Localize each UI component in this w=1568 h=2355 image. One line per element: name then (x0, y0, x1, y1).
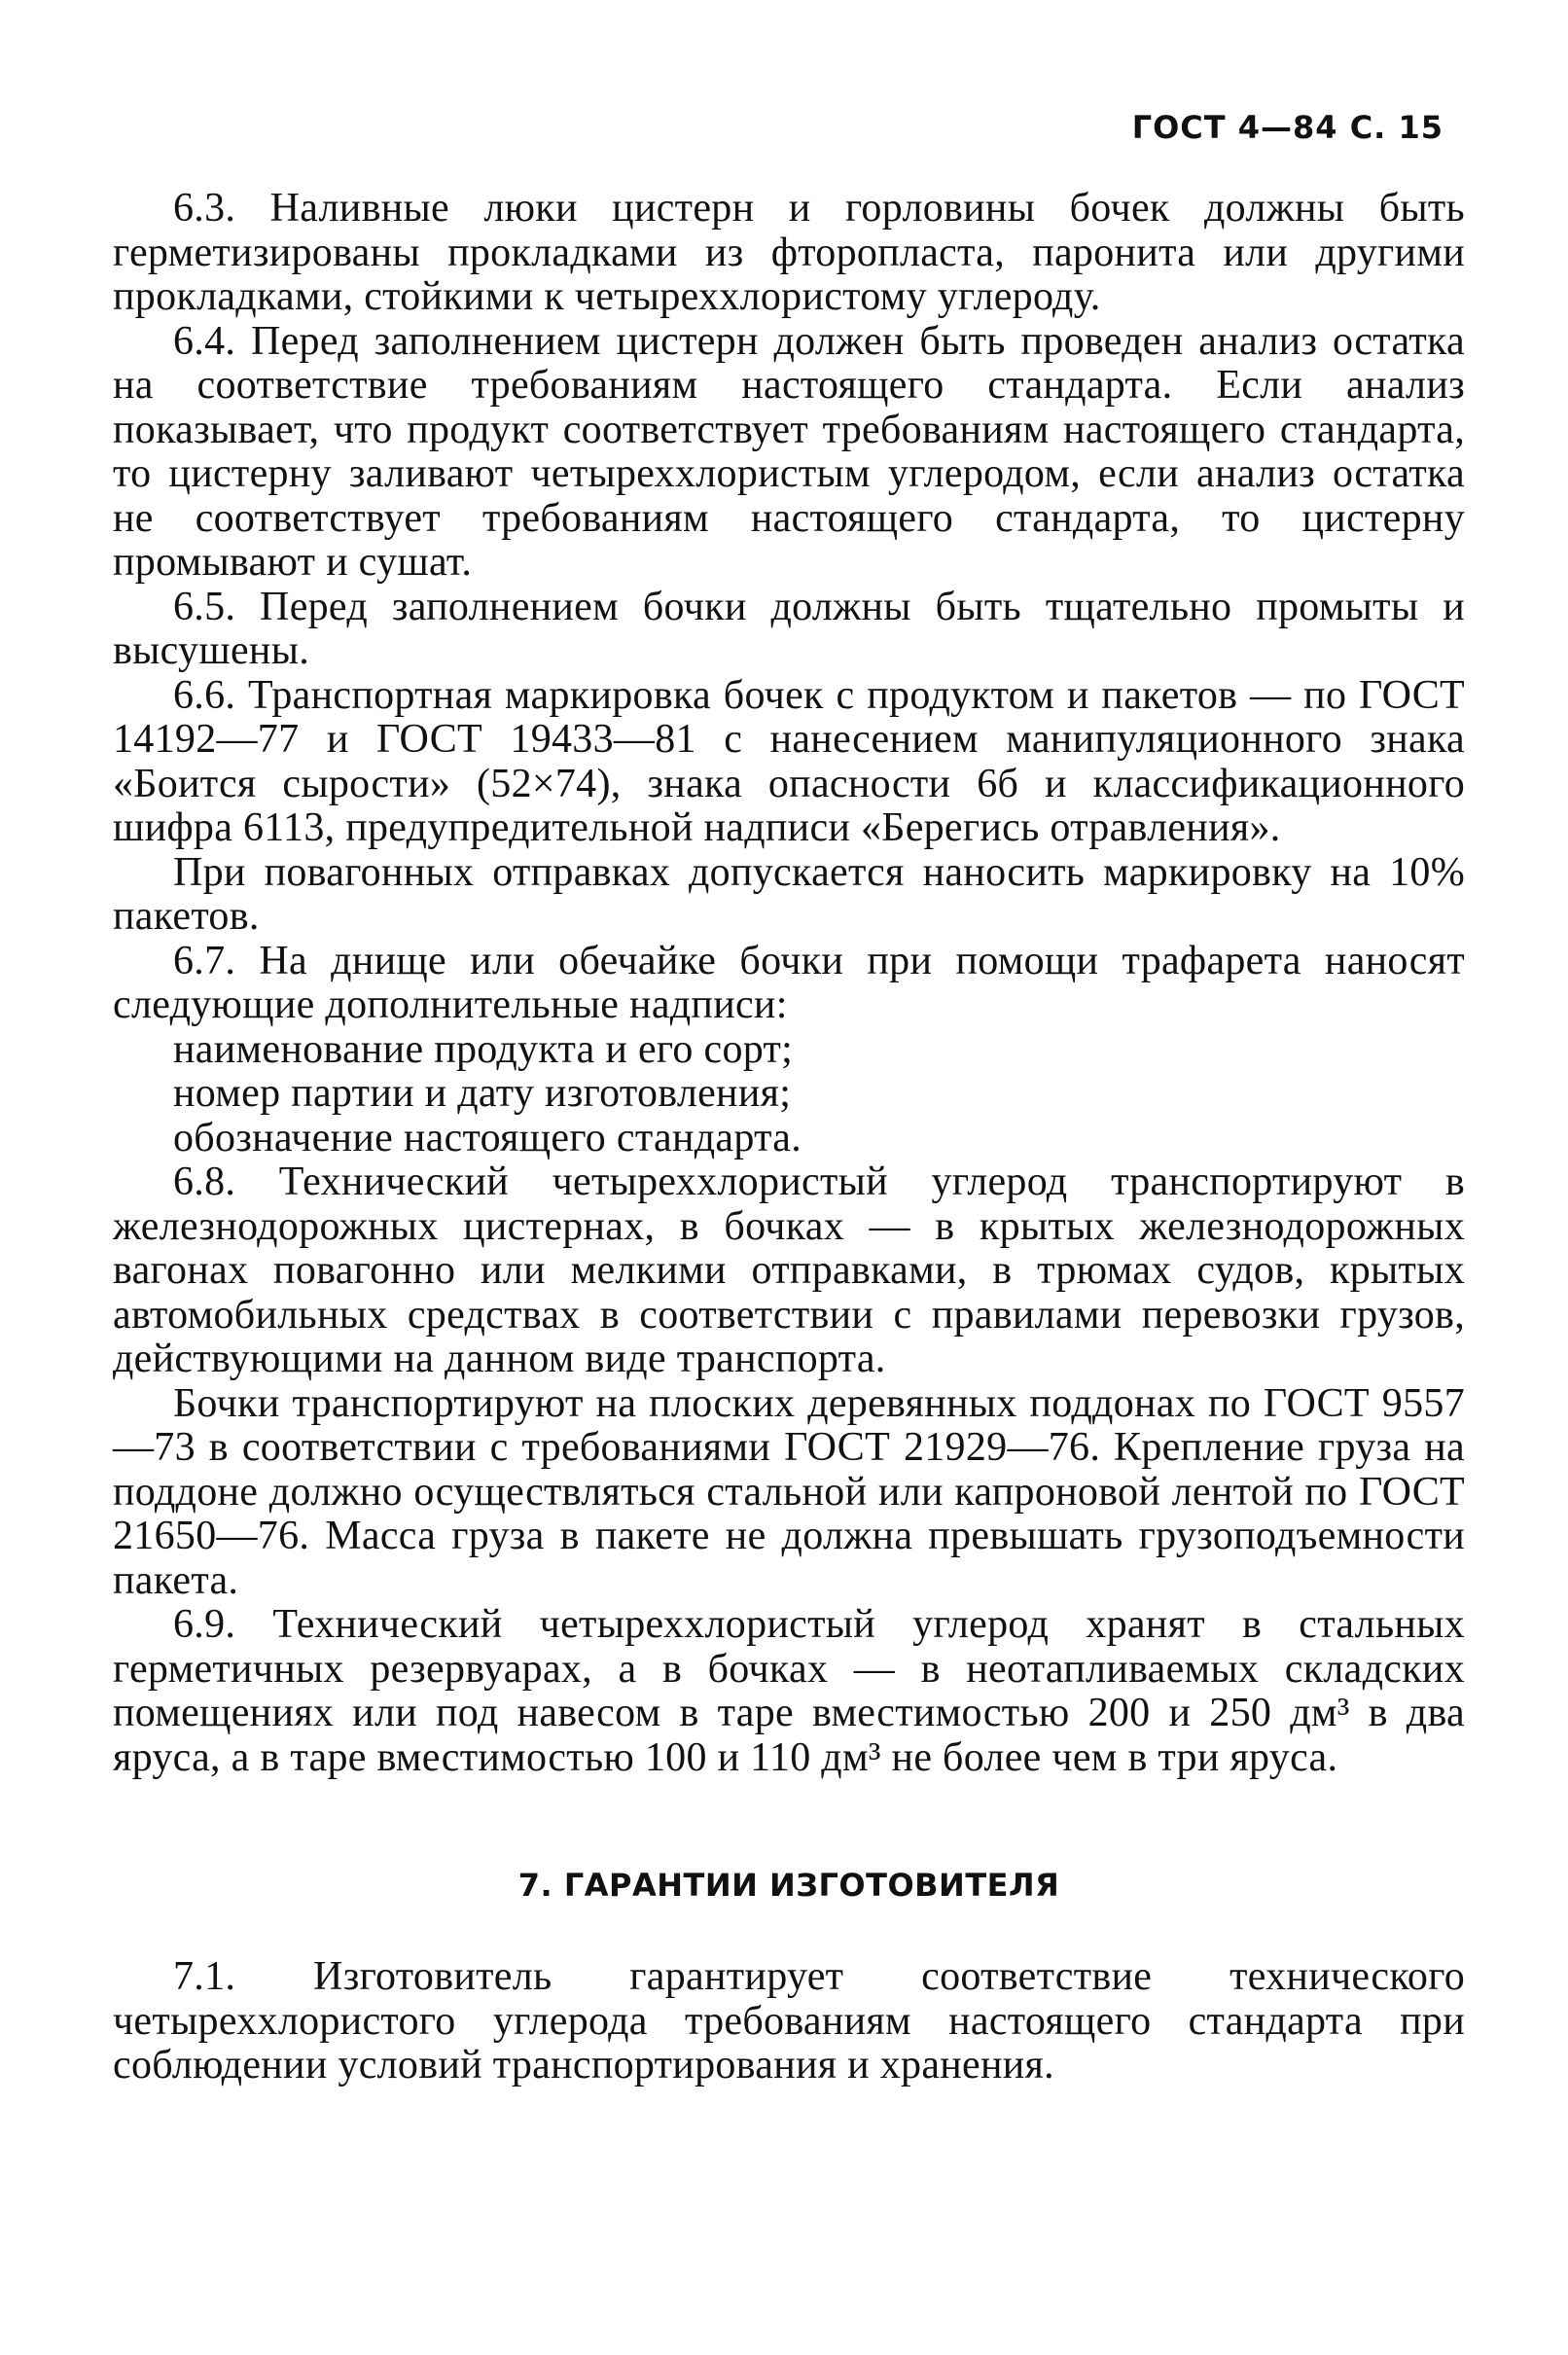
paragraph-6-8: 6.8. Технический четыреххлористый углерод транспортируют в железнодорожных цистернах, в бочках — в крытых железнодорожных вагонах повагонно или мелкими отправками, в трюмах судов, крытых автомобильных средствах в соответствии с правилами перевозки грузов, действующими на данном виде транспорта. (113, 1160, 1465, 1381)
paragraph-6-6: 6.6. Транспортная маркировка бочек с продуктом и пакетов — по ГОСТ 14192—77 и ГОСТ 19433—81 с нанесением манипуляционного знака «Боится сырости» (52×74), знака опасности 6б и классификационного шифра 6113, предупредительной надписи «Берегись отравления». (113, 672, 1465, 850)
page-header: ГОСТ 4—84 С. 15 (1131, 109, 1443, 146)
paragraph-6-7: 6.7. На днище или обечайке бочки при помощи трафарета наносят следующие дополнительные надписи: (113, 938, 1465, 1027)
document-body (113, 187, 1465, 2088)
section-7-title: 7. ГАРАНТИИ ИЗГОТОВИТЕЛЯ (517, 1867, 1060, 1904)
list-item: наименование продукта и его сорт; (173, 1026, 794, 1072)
paragraph-6-3: 6.3. Наливные люки цистерн и горловины бочек должны быть герметизированы прокладками из фторопласта, паронита или другими прокладками, стойкими к четыреххлористому углероду. (113, 186, 1465, 319)
paragraph-6-4: 6.4. Перед заполнением цистерн должен быть проведен анализ остатка на соответствие требованиям настоящего стандарта. Если анализ показывает, что продукт соответствует требованиям настоящего стандарта, то цистерну заливают четыреххлористым углеродом, если анализ остатка не соответствует требованиям настоящего стандарта, то цистерну промывают и сушат. (113, 318, 1465, 585)
paragraph-6-5: 6.5. Перед заполнением бочки должны быть тщательно промыты и высушены. (113, 584, 1465, 673)
paragraph-6-9: 6.9. Технический четыреххлористый углерод хранят в стальных герметичных резервуарах, а в бочках — в неотапливаемых складских помещениях или под навесом в таре вместимостью 200 и 250 дм³ в два яруса, а в таре вместимостью 100 и 110 дм³ не более чем в три яруса. (113, 1602, 1465, 1780)
list-item: обозначение настоящего стандарта. (173, 1115, 802, 1160)
inscription-list (113, 1028, 1465, 1161)
paragraph-6-6-note: При повагонных отправках допускается наносить маркировку на 10% пакетов. (113, 849, 1465, 939)
list-item: номер партии и дату изготовления; (173, 1071, 792, 1116)
paragraph-6-8-pallets: Бочки транспортируют на плоских деревянных поддонах по ГОСТ 9557—73 в соответствии с требованиями ГОСТ 21929—76. Крепление груза на поддоне должно осуществляться стальной или капроновой лентой по ГОСТ 21650—76. Масса груза в пакете не должна превышать грузоподъемности пакета. (113, 1380, 1465, 1603)
paragraph-7-1: 7.1. Изготовитель гарантирует соответствие технического четыреххлористого углерода требованиям настоящего стандарта при соблюдении условий транспортирования и хранения. (113, 1954, 1465, 2087)
